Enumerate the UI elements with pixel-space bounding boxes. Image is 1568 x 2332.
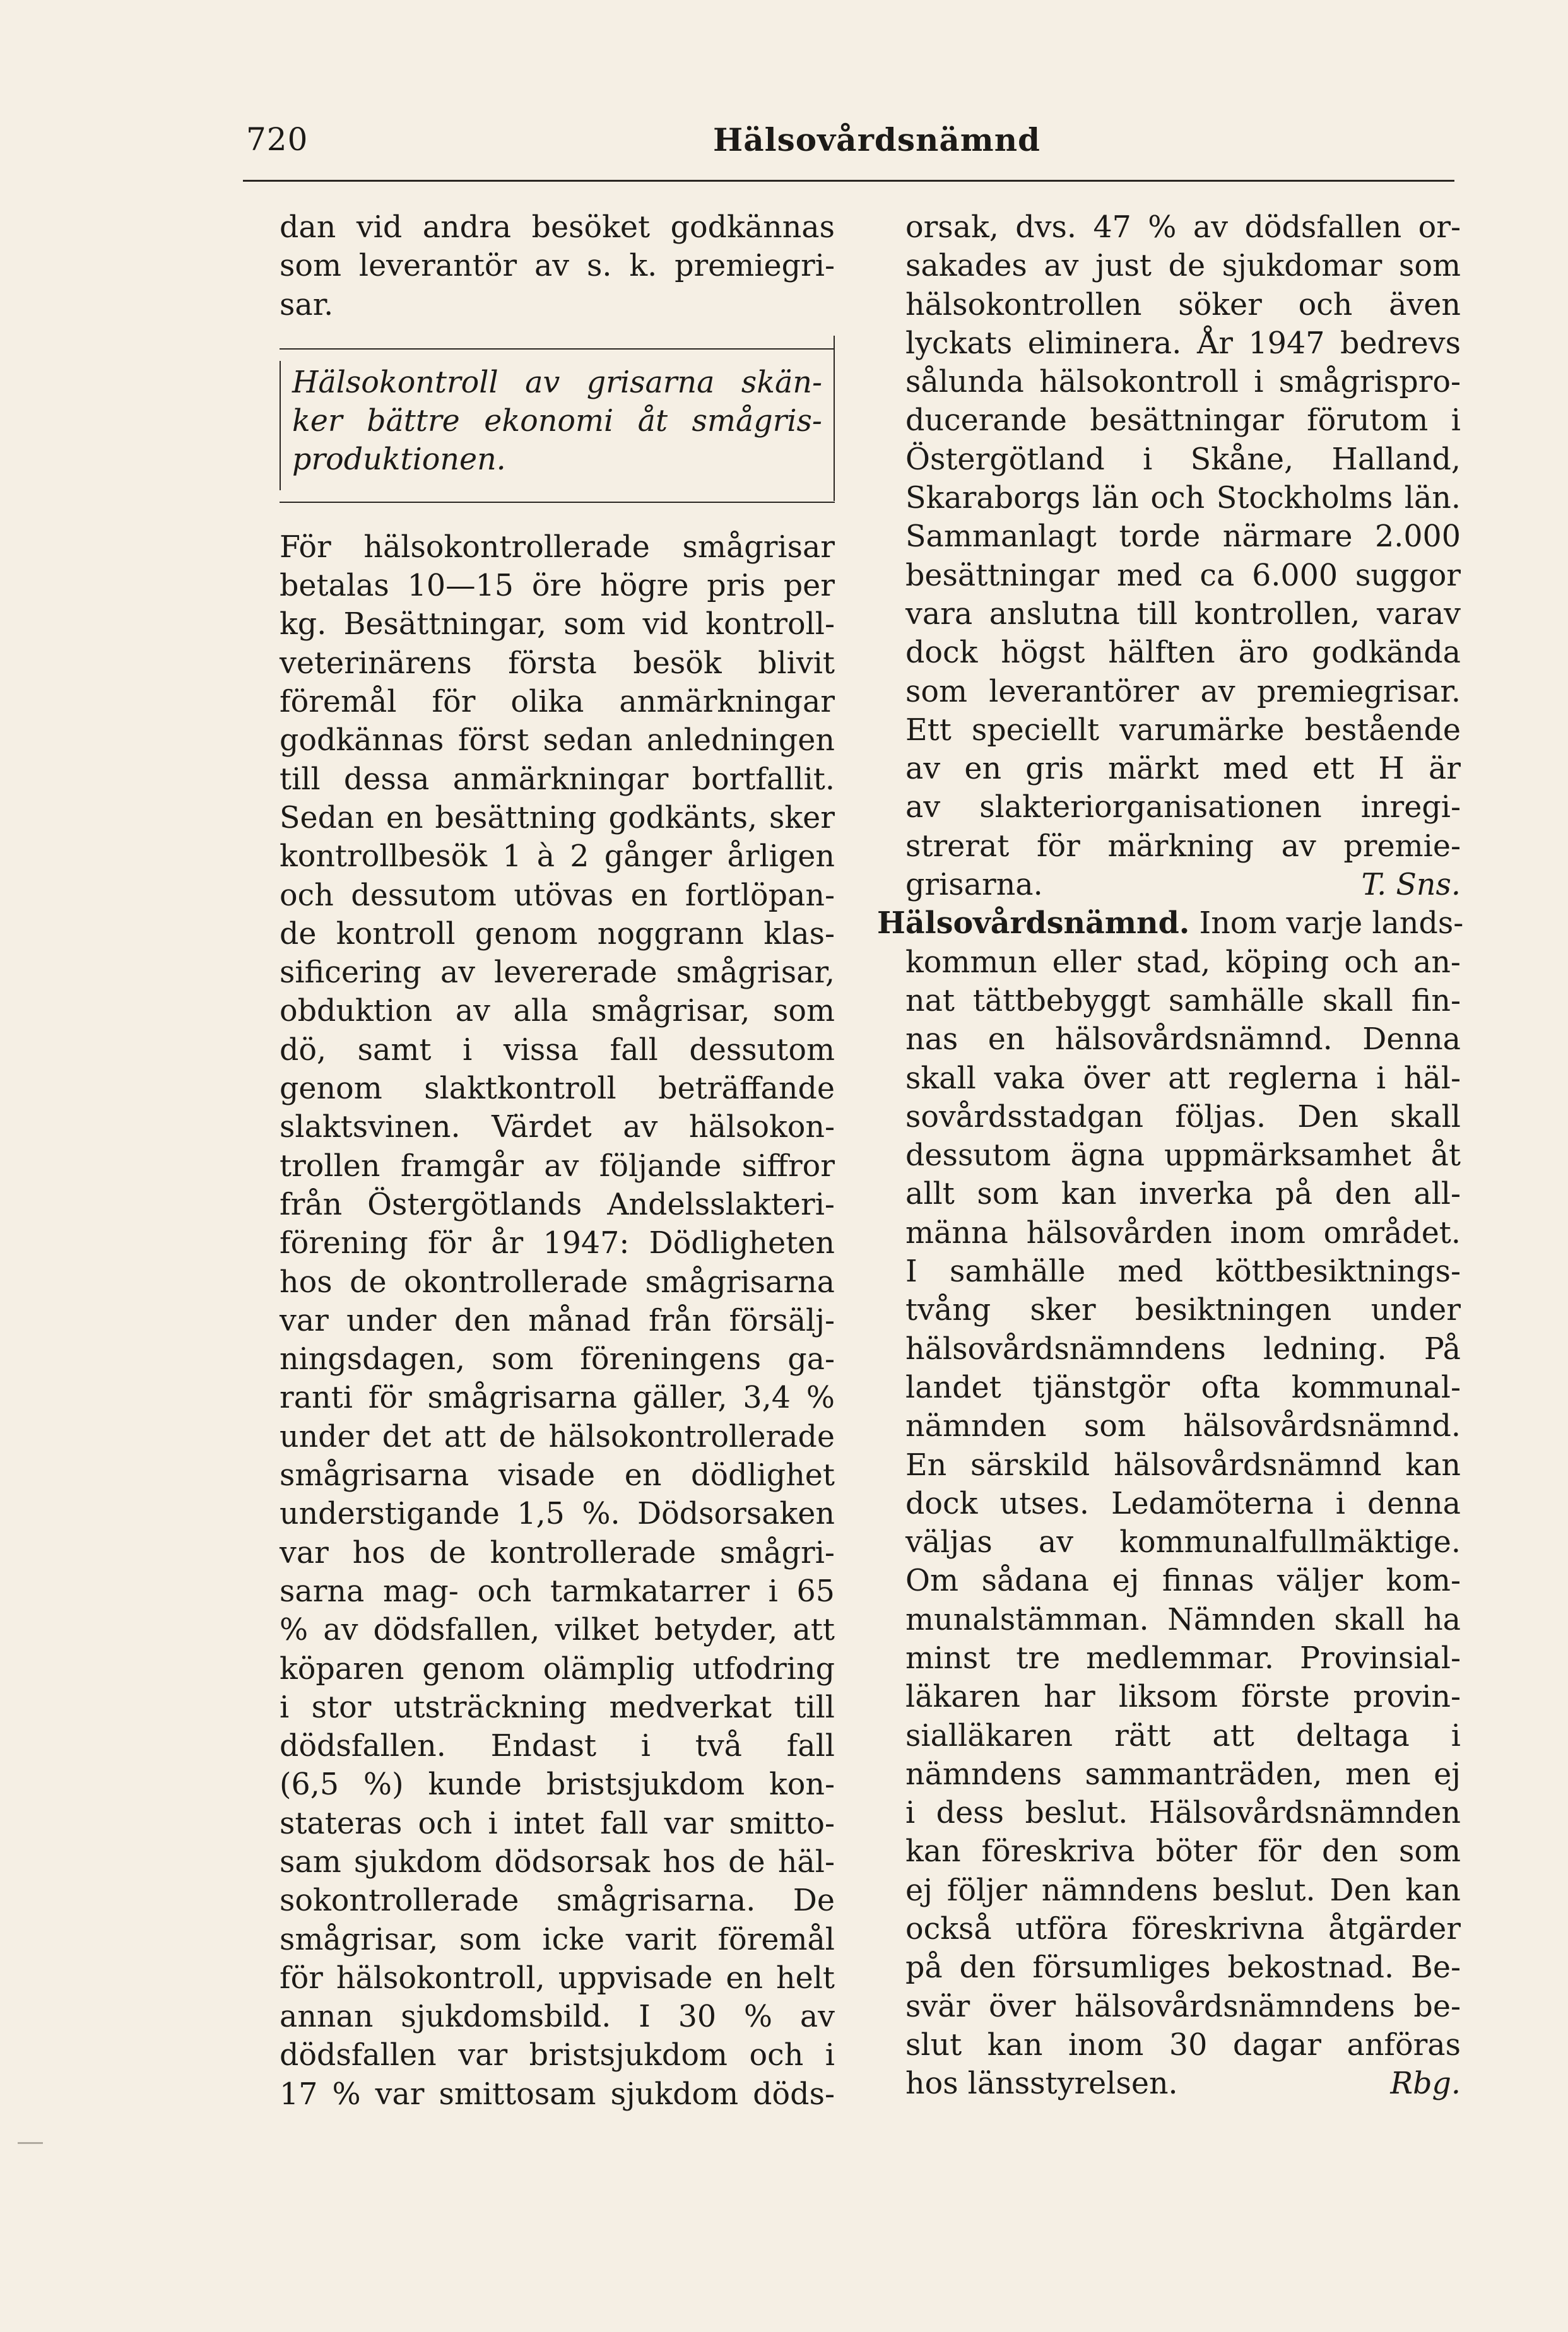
text-line: produktionen. — [292, 442, 506, 478]
paragraph-last-text: grisarna. — [905, 868, 1043, 903]
text-line: dessutom ägna uppmärksamhet åt — [905, 1138, 1461, 1174]
text-line: ker bättre ekonomi åt smågris- — [292, 404, 822, 439]
text-line: hälsovårdsnämndens ledning. På — [905, 1331, 1461, 1367]
sidebox-left-bar — [280, 361, 281, 490]
text-line: annan sjukdomsbild. I 30 % av — [280, 1999, 835, 2035]
text-line: minst tre medlemmar. Provinsial- — [905, 1640, 1461, 1676]
text-line: kan föreskriva böter för den som — [905, 1834, 1461, 1870]
entry-end-line — [905, 2064, 1461, 2103]
text-line: nas en hälsovårdsnämnd. Denna — [905, 1022, 1461, 1057]
text-line: Östergötland i Skåne, Halland, — [905, 442, 1461, 477]
text-line: trollen framgår av följande siffror — [280, 1148, 835, 1184]
text-line: dödsfallen. Endast i två fall — [280, 1729, 835, 1764]
text-line: sialläkaren rätt att deltaga i — [905, 1718, 1461, 1753]
text-line: slut kan inom 30 dagar anföras — [905, 2027, 1461, 2063]
text-line: kontrollbesök 1 à 2 gånger årligen — [280, 839, 835, 874]
text-line: som leverantör av s. k. premiegri- — [280, 249, 835, 284]
text-line: godkännas först sedan anledningen — [280, 723, 835, 758]
text-line: dödsfallen var bristsjukdom och i — [280, 2038, 835, 2073]
text-line: sovårdsstadgan följas. Den skall — [905, 1099, 1461, 1134]
text-line: ducerande besättningar förutom i — [905, 403, 1461, 439]
text-line: också utföra föreskrivna åtgärder — [905, 1912, 1461, 1947]
text-line: för hälsokontroll, uppvisade en helt — [280, 1960, 835, 1996]
text-line: sam sjukdom dödsorsak hos de häl- — [280, 1844, 835, 1880]
text-line: veterinärens första besök blivit — [280, 645, 835, 681]
text-line: Sammanlagt torde närmare 2.000 — [905, 519, 1461, 555]
text-line: smågrisar, som icke varit föremål — [280, 1922, 835, 1957]
text-line: kommun eller stad, köping och an- — [905, 945, 1461, 980]
author-signature: T. Sns. — [1361, 868, 1461, 903]
text-line: under det att de hälsokontrollerade — [280, 1419, 835, 1454]
text-line: dock högst hälften äro godkända — [905, 635, 1461, 671]
text-line: (6,5 %) kunde bristsjukdom kon- — [280, 1767, 835, 1803]
text-line: % av dödsfallen, vilket betyder, att — [280, 1613, 835, 1648]
text-line: sålunda hälsokontroll i smågrispro- — [905, 365, 1461, 400]
text-line: smågrisarna visade en dödlighet — [280, 1458, 835, 1493]
text-line: dan vid andra besöket godkännas — [280, 210, 835, 245]
text-line: vara anslutna till kontrollen, varav — [905, 596, 1461, 632]
text-line: sarna mag- och tarmkatarrer i 65 — [280, 1574, 835, 1609]
text-line: I samhälle med köttbesiktnings- — [905, 1254, 1461, 1290]
text-line: tvång sker besiktningen under — [905, 1293, 1461, 1328]
text-line: dock utses. Ledamöterna i denna — [905, 1486, 1461, 1521]
text-line: slaktsvinen. Värdet av hälsokon- — [280, 1110, 835, 1145]
text-line: väljas av kommunalfullmäktige. — [905, 1525, 1461, 1560]
text-line: obduktion av alla smågrisar, som — [280, 994, 835, 1029]
left-intro — [280, 208, 835, 324]
text-line: av en gris märkt med ett H är — [905, 751, 1461, 787]
text-line: nämndens sammanträden, men ej — [905, 1757, 1461, 1792]
text-line: sificering av levererade smågrisar, — [280, 955, 835, 991]
text-line: av slakteriorganisationen inregi- — [905, 790, 1461, 825]
right-paragraph — [905, 208, 1461, 866]
text-line: läkaren har liksom förste provin- — [905, 1680, 1461, 1715]
text-line: Hälsokontroll av grisarna skän- — [292, 365, 822, 400]
text-line: besättningar med ca 6.000 suggor — [905, 558, 1461, 593]
text-line: En särskild hälsovårdsnämnd kan — [905, 1447, 1461, 1483]
entry-headword: Hälsovårdsnämnd. — [877, 905, 1190, 941]
text-line: som leverantörer av premiegrisar. — [905, 674, 1461, 709]
text-line: kg. Besättningar, som vid kontroll- — [280, 607, 835, 642]
text-line: männa hälsovården inom området. — [905, 1215, 1461, 1251]
page-number: 720 — [246, 121, 309, 158]
header-rule — [243, 180, 1454, 182]
text-line: på den försumliges bekostnad. Be- — [905, 1950, 1461, 1986]
text-line: För hälsokontrollerade smågrisar — [280, 529, 835, 565]
text-line: nat tättbebyggt samhälle skall fin- — [905, 983, 1461, 1018]
left-column — [280, 208, 835, 2114]
sidebox-text — [292, 363, 835, 480]
entry-first-text: Inom varje lands- — [1199, 906, 1464, 941]
text-line: i stor utsträckning medverkat till — [280, 1690, 835, 1725]
running-head: Hälsovårdsnämnd — [713, 121, 1041, 158]
text-line: till dessa anmärkningar bortfallit. — [280, 762, 835, 797]
entry-body — [905, 943, 1461, 2065]
text-line: munalstämman. Nämnden skall ha — [905, 1602, 1461, 1637]
text-line: sar. — [280, 287, 334, 322]
text-line: förening för år 1947: Dödligheten — [280, 1226, 835, 1261]
text-line: landet tjänstgör ofta kommunal- — [905, 1370, 1461, 1405]
text-line: dö, samt i vissa fall dessutom — [280, 1032, 835, 1068]
text-line: hos de okontrollerade smågrisarna — [280, 1264, 835, 1300]
text-line: allt som kan inverka på den all- — [905, 1177, 1461, 1212]
text-line: Om sådana ej finnas väljer kom- — [905, 1564, 1461, 1599]
text-line: svär över hälsovårdsnämndens be- — [905, 1989, 1461, 2024]
text-line: sakades av just de sjukdomar som — [905, 249, 1461, 284]
text-line: 17 % var smittosam sjukdom döds- — [280, 2076, 835, 2112]
text-line: lyckats eliminera. År 1947 bedrevs — [905, 326, 1461, 361]
text-line: ningsdagen, som föreningens ga- — [280, 1342, 835, 1377]
text-line: nämnden som hälsovårdsnämnd. — [905, 1409, 1461, 1444]
paragraph-end-line — [905, 866, 1461, 904]
text-line: Skaraborgs län och Stockholms län. — [905, 481, 1461, 516]
text-line: hälsokontrollen söker och även — [905, 287, 1461, 322]
right-column — [877, 208, 1464, 2104]
entry-signature: Rbg. — [1390, 2066, 1461, 2102]
text-line: från Östergötlands Andelsslakteri- — [280, 1187, 835, 1222]
scan-margin-mark — [18, 2142, 43, 2144]
text-line: i dess beslut. Hälsovårdsnämnden — [905, 1796, 1461, 1831]
text-line: Ett speciellt varumärke bestående — [905, 712, 1461, 748]
sidebar-note-box — [280, 348, 835, 503]
text-line: genom slaktkontroll beträffande — [280, 1071, 835, 1107]
text-line: sokontrollerade smågrisarna. De — [280, 1883, 835, 1919]
text-line: var hos de kontrollerade smågri- — [280, 1535, 835, 1570]
text-line: var under den månad från försälj- — [280, 1303, 835, 1338]
text-line: köparen genom olämplig utfodring — [280, 1651, 835, 1687]
sidebox-right-bar — [834, 336, 835, 501]
text-line: ranti för smågrisarna gäller, 3,4 % — [280, 1381, 835, 1416]
text-line: och dessutom utövas en fortlöpan- — [280, 878, 835, 913]
text-line: föremål för olika anmärkningar — [280, 685, 835, 720]
entry-first-line — [877, 904, 1464, 943]
entry-last-text: hos länsstyrelsen. — [905, 2066, 1178, 2102]
text-line: skall vaka över att reglerna i häl- — [905, 1061, 1461, 1096]
text-line: strerat för märkning av premie- — [905, 828, 1461, 864]
text-line: de kontroll genom noggrann klas- — [280, 916, 835, 951]
text-line: stateras och i intet fall var smitto- — [280, 1806, 835, 1841]
text-line: ej följer nämndens beslut. Den kan — [905, 1873, 1461, 1908]
text-line: understigande 1,5 %. Dödsorsaken — [280, 1497, 835, 1532]
text-line: orsak, dvs. 47 % av dödsfallen or- — [905, 210, 1461, 245]
text-line: Sedan en besättning godkänts, sker — [280, 800, 835, 835]
left-body — [280, 528, 835, 2114]
text-line: betalas 10—15 öre högre pris per — [280, 568, 835, 604]
